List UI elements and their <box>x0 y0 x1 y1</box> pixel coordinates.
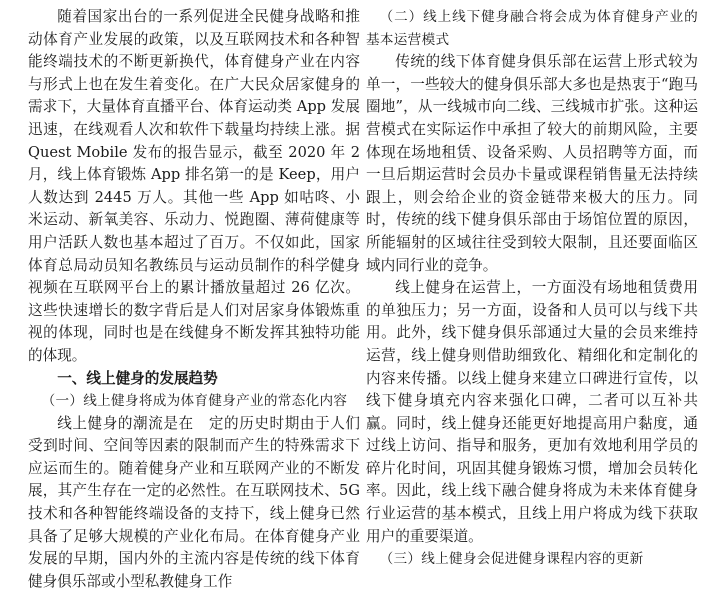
paragraph-offline-model: 传统的线下体育健身俱乐部在运营上形式较为单一，一些较大的健身俱乐部大多也是热衷于“跑马圈地”，从一线城市向二线、三线城市扩张。这种运营模式在实际运作中承担了较大的前期风险，主要体现在场地租赁、设备采购、人员招聘等方面，而一旦后期运营时会员办卡量或课程销售量无法持续跟上，则会给企业的资金链带来极大的压力。同时，传统的线下健身俱乐部由于场馆位置的原因，所能辐射的区域往往受到较大限制，且还要面临区域内同行业的竞争。 <box>366 53 698 274</box>
paragraph-online-model: 线上健身在运营上，一方面没有场地租赁费用的单独压力；另一方面，设备和人员可以与线下共用。此外，线下健身俱乐部通过大量的会员来维持运营，线上健身则借助细致化、精细化和定制化的内容来传播。以线上健身来建立口碑进行宣传，以线下健身填充内容来强化口碑，二者可以互补共赢。同时，线上健身还能更好地提高用户黏度，通过线上访问、指导和服务，更加有效地利用学员的碎片化时间，巩固其健身锻炼习惯，增加会员转化率。因此，线上线下融合健身将成为未来体育健身行业运营的基本模式，且线上用户将成为线下获取用户的重要渠道。 <box>366 279 698 545</box>
paragraph-intro: 随着国家出台的一系列促进全民健身战略和推动体育产业发展的政策，以及互联网技术和各种智能终端技术的不断更新换代，体育健身产业在内容与形式上也在发生着变化。在广大民众居家健身的需求下，大量体育直播平台、体育运动类 App 发展迅速，在线观看人次和软件下载量均持续上涨。据 Quest Mobile 发布的报告显示，截至 2020 年 2 月，线上体育锻炼 App 排名第一的是 Keep，用户人数达到 2445 万人。其他一些 App 如咕咚、小米运动、新氧美容、乐动力、悦跑圈、薄荷健康等用户活跃人数也基本超过了百万。不仅如此，国家体育总局动员知名教练员与运动员制作的科学健身视频在互联网平台上的累计播放量超过 26 亿次。这些快速增长的数字背后是人们对居家身体锻炼重视的体现，同时也是在线健身不断发挥其独特功能的体现。 <box>28 8 360 364</box>
subsection-heading-1: （一）线上健身将成为体育健身产业的常态化内容 <box>41 393 348 410</box>
section-heading: 一、线上健身的发展趋势 <box>57 369 218 387</box>
left-column <box>28 6 360 593</box>
right-column <box>366 6 698 571</box>
subsection-heading-3: （三）线上健身会促进健身课程内容的更新 <box>379 551 644 568</box>
paragraph-trend-1: 线上健身的潮流是在 定的历史时期由于人们受到时间、空间等因素的限制而产生的特殊需求下应运而生的。随着健身产业和互联网产业的不断发展，其产生存在一定的必然性。在互联网技术、5G 技术和各种智能终端设备的支持下，线上健身已然具备了足够大规模的产业化布局。在体育健身产业发展的早期，国内外的主流内容是传统的线下体育健身俱乐部或小型私教健身工作 <box>28 414 360 590</box>
subsection-heading-2: （二）线上线下健身融合将会成为体育健身产业的基本运营模式 <box>366 9 698 48</box>
